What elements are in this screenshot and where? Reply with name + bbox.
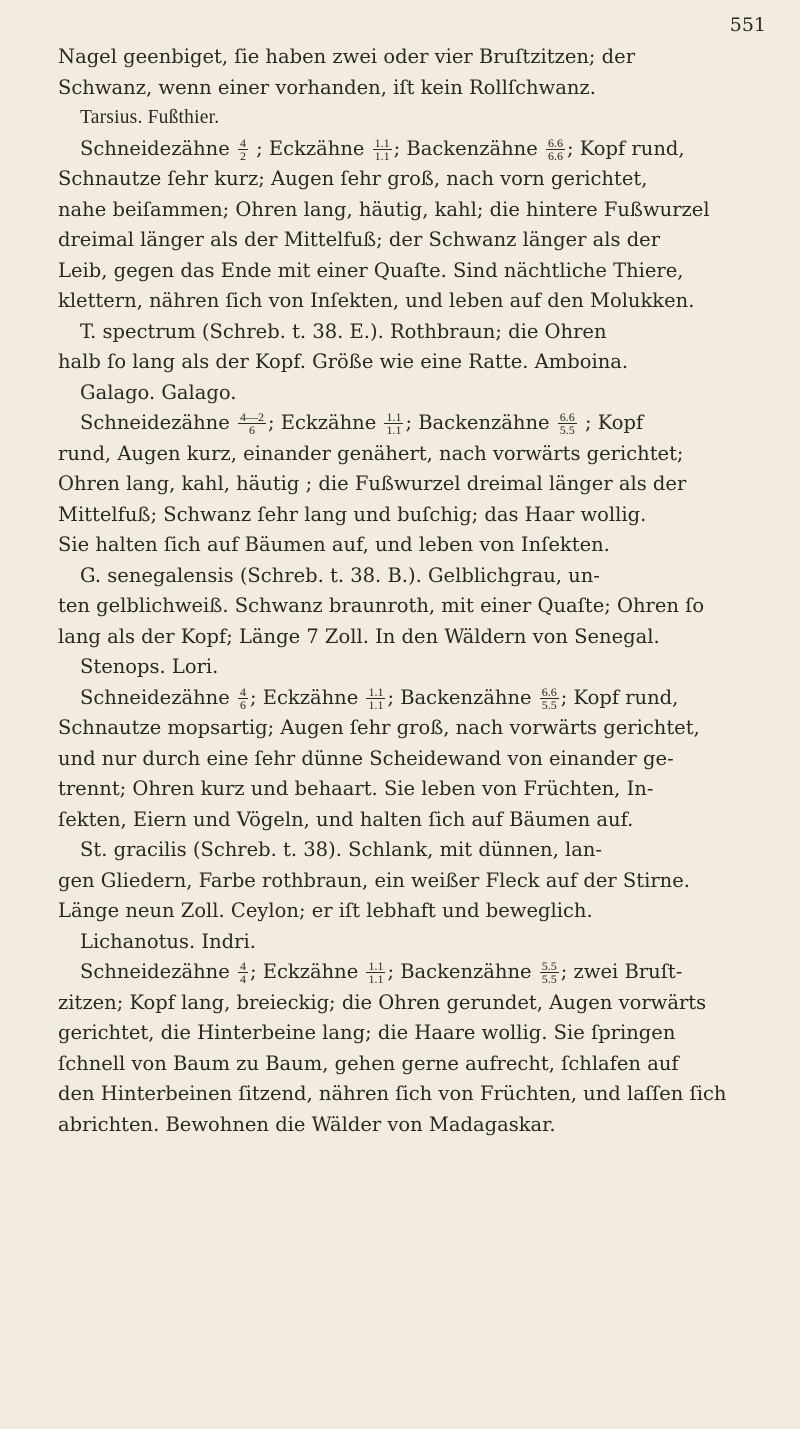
- dental-formula-fraction: [384, 411, 403, 436]
- fraction-denominator: 5.5: [541, 697, 557, 712]
- dental-formula-fraction: [540, 686, 559, 711]
- text-line: Sie halten ſich auf Bäumen auf, und leben von Inſekten.: [58, 533, 610, 556]
- fraction-denominator: 6: [239, 697, 246, 712]
- fraction-denominator: 2: [239, 148, 246, 163]
- text-run: ; Backenzähne: [393, 136, 544, 160]
- text-line: [58, 134, 770, 165]
- text-line: [58, 408, 770, 439]
- fraction-denominator: 6: [248, 423, 255, 437]
- text-run: ; Kopf rund,: [566, 136, 685, 160]
- fraction-numerator: 4—2: [239, 410, 264, 424]
- text-line: dreimal länger als der Mittelfuß; der Schwanz länger als der: [58, 228, 661, 251]
- text-line: Länge neun Zoll. Ceylon; er iſt lebhaft und beweglich.: [58, 899, 593, 922]
- dental-formula-fraction: [373, 137, 392, 162]
- text-line: Lichanotus. Indri.: [80, 929, 256, 953]
- dental-formula-fraction: [540, 960, 559, 985]
- text-line: St. gracilis (Schreb. t. 38). Schlank, mit dünnen, lan-: [80, 838, 602, 861]
- text-run: Schneidezähne: [80, 685, 236, 709]
- text-line: Nagel geenbiget, ſie haben zwei oder vier Bruſtzitzen; der: [58, 45, 636, 68]
- text-line: gen Gliedern, Farbe rothbraun, ein weißer Fleck auf der Stirne.: [58, 868, 690, 892]
- text-run: ; Backenzähne: [387, 685, 538, 709]
- text-run: ; Eckzähne: [249, 136, 371, 160]
- text-run: Schneidezähne: [80, 960, 236, 983]
- text-line: ten gelblichweiß. Schwanz braunroth, mit einer Quaſte; Ohren ſo: [58, 594, 705, 617]
- dental-formula-fraction: [546, 137, 565, 162]
- dental-formula-fraction: [366, 686, 385, 711]
- text-line: Tarsius. Fußthier.: [80, 107, 220, 128]
- text-line: Galago. Galago.: [80, 380, 237, 404]
- fraction-numerator: 1.1: [386, 410, 402, 424]
- fraction-denominator: 1.1: [368, 972, 384, 986]
- text-line: Schwanz, wenn einer vorhanden, iſt kein Rollſchwanz.: [58, 75, 596, 99]
- text-run: ; Backenzähne: [405, 411, 556, 434]
- text-line: nahe beiſammen; Ohren lang, häutig, kahl; die hintere Fußwurzel: [58, 197, 710, 221]
- fraction-denominator: 5.5: [541, 972, 557, 986]
- text-run: ; Eckzähne: [249, 685, 365, 709]
- text-line: G. senegalensis (Schreb. t. 38. B.). Gelblichgrau, un-: [80, 563, 600, 587]
- text-line: halb ſo lang als der Kopf. Größe wie eine Ratte. Amboina.: [58, 350, 629, 373]
- fraction-numerator: 1.1: [368, 959, 384, 973]
- text-run: Schneidezähne: [80, 136, 236, 160]
- text-run: ; Kopf: [578, 411, 644, 434]
- dental-formula-fraction: [238, 960, 248, 985]
- text-run: ; Kopf rund,: [560, 685, 679, 709]
- text-line: zitzen; Kopf lang, breieckig; die Ohren gerundet, Augen vorwärts: [58, 990, 707, 1014]
- fraction-numerator: 6.6: [547, 135, 563, 150]
- text-line: gerichtet, die Hinterbeine lang; die Haare wollig. Sie ſpringen: [58, 1021, 676, 1044]
- fraction-numerator: 1.1: [368, 684, 384, 699]
- dental-formula-fraction: [238, 137, 248, 162]
- fraction-numerator: 4: [239, 684, 246, 699]
- text-line: Schnautze mopsartig; Augen ſehr groß, nach vorwärts gerichtet,: [58, 716, 700, 739]
- fraction-numerator: 6.6: [559, 410, 575, 424]
- text-line: ſekten, Eiern und Vögeln, und halten ſich auf Bäumen auf.: [58, 807, 634, 831]
- text-run: ; zwei Bruſt-: [560, 960, 683, 983]
- text-line: [58, 957, 770, 988]
- fraction-numerator: 4: [239, 959, 246, 973]
- text-line: Stenops. Lori.: [80, 655, 219, 678]
- dental-formula-fraction: [238, 686, 248, 711]
- text-body: [58, 42, 770, 1140]
- fraction-denominator: 5.5: [559, 423, 575, 437]
- text-line: Leib, gegen das Ende mit einer Quaſte. Sind nächtliche Thiere,: [58, 258, 684, 282]
- text-line: und nur durch eine ſehr dünne Scheidewand von einander ge-: [58, 746, 674, 770]
- text-line: trennt; Ohren kurz und behaart. Sie leben von Früchten, In-: [58, 777, 654, 800]
- fraction-numerator: 5.5: [541, 959, 557, 973]
- fraction-denominator: 1.1: [386, 423, 402, 437]
- text-run: Schneidezähne: [80, 411, 236, 434]
- fraction-denominator: 1.1: [374, 148, 390, 163]
- fraction-numerator: 1.1: [374, 135, 390, 150]
- dental-formula-fraction: [366, 960, 385, 985]
- text-line: rund, Augen kurz, einander genähert, nach vorwärts gerichtet;: [58, 441, 684, 465]
- text-line: Ohren lang, kahl, häutig ; die Fußwurzel dreimal länger als der: [58, 472, 687, 495]
- text-line: [58, 683, 770, 714]
- text-line: T. spectrum (Schreb. t. 38. E.). Rothbraun; die Ohren: [80, 319, 607, 343]
- text-run: ; Eckzähne: [267, 411, 383, 434]
- text-line: Mittelfuß; Schwanz ſehr lang und buſchig; das Haar wollig.: [58, 502, 647, 526]
- text-line: ſchnell von Baum zu Baum, gehen gerne aufrecht, ſchlafen auf: [58, 1051, 679, 1075]
- text-line: Schnautze ſehr kurz; Augen ſehr groß, nach vorn gerichtet,: [58, 167, 648, 190]
- text-run: ; Backenzähne: [387, 960, 538, 983]
- dental-formula-fraction: [238, 411, 266, 436]
- text-run: ; Eckzähne: [249, 960, 365, 983]
- fraction-denominator: 6.6: [547, 148, 563, 163]
- fraction-numerator: 6.6: [541, 684, 557, 699]
- fraction-numerator: 4: [239, 135, 246, 150]
- text-line: klettern, nähren ſich von Inſekten, und leben auf den Molukken.: [58, 289, 695, 312]
- text-line: abrichten. Bewohnen die Wälder von Madagaskar.: [58, 1112, 556, 1136]
- dental-formula-fraction: [558, 411, 577, 436]
- text-line: lang als der Kopf; Länge 7 Zoll. In den Wäldern von Senegal.: [58, 624, 660, 648]
- fraction-denominator: 1.1: [368, 697, 384, 712]
- fraction-denominator: 4: [239, 972, 246, 986]
- page-number: 551: [729, 14, 766, 36]
- text-line: den Hinterbeinen ſitzend, nähren ſich von Früchten, und laſſen ſich: [58, 1082, 727, 1105]
